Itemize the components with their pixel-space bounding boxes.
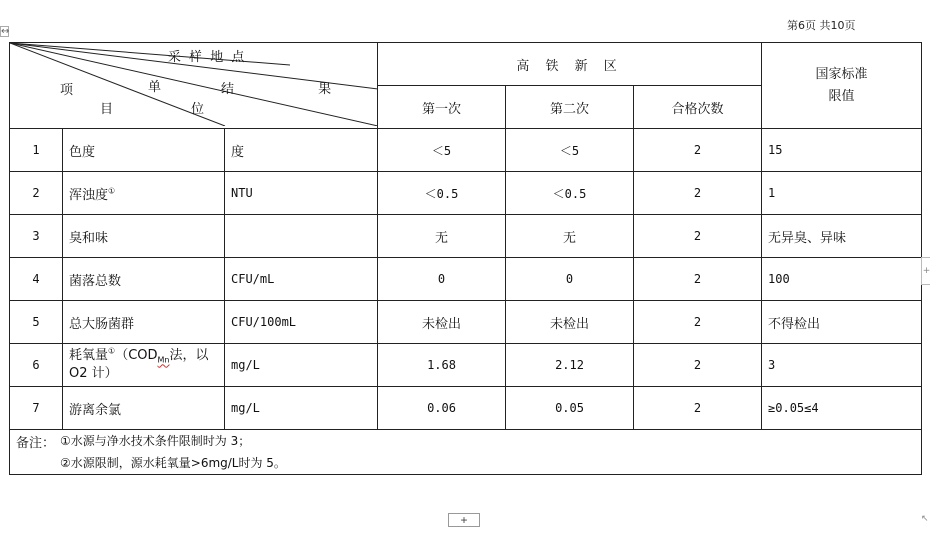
first-result: 1.68 [378,344,506,387]
pass-count: 2 [634,215,762,258]
table-row [10,258,922,301]
col-second-header: 第二次 [506,86,634,129]
remarks-row [10,430,922,475]
unit: CFU/100mL [225,301,378,344]
water-quality-table [9,42,922,475]
first-result: 未检出 [378,301,506,344]
pass-count: 2 [634,172,762,215]
item-name-method: （COD [115,348,158,363]
row-number: 6 [10,344,63,387]
item-name: 臭和味 [63,215,225,258]
col-pass-header: 合格次数 [634,86,762,129]
item-name-text: 耗氧量 [69,348,109,363]
diag-label-unit-a: 单 [148,80,162,95]
unit: CFU/mL [225,258,378,301]
col-first-header: 第一次 [378,86,506,129]
first-result: ＜0.5 [378,172,506,215]
unit: mg/L [225,344,378,387]
unit [225,215,378,258]
row-number: 2 [10,172,63,215]
item-name [63,344,225,387]
table-row [10,129,922,172]
item-name: 色度 [63,129,225,172]
second-result: 未检出 [506,301,634,344]
table-row [10,301,922,344]
row-number: 7 [10,387,63,430]
diag-label-item-b: 目 [100,102,114,117]
item-name-subscript: Mn [157,355,170,365]
standard-limit-header [762,43,922,129]
pass-count: 2 [634,387,762,430]
pass-count: 2 [634,129,762,172]
item-name: 菌落总数 [63,258,225,301]
remarks-label: 备注： [16,436,56,451]
first-result: ＜5 [378,129,506,172]
diag-label-item-a: 项 [60,83,74,98]
page-number: 第6页 共10页 [787,19,856,32]
remarks-line-2: ②水源限制，源水耗氧量>6mg/L时为 5。 [60,456,286,470]
footnote-mark: ① [108,346,116,356]
first-result: 无 [378,215,506,258]
standard-limit: 无异臭、异味 [762,215,922,258]
standard-limit-line2: 限值 [828,88,855,104]
second-result: 0.05 [506,387,634,430]
second-result: ＜0.5 [506,172,634,215]
second-result: ＜5 [506,129,634,172]
standard-limit-line1: 国家标准 [815,66,868,82]
table-row [10,215,922,258]
pass-count: 2 [634,344,762,387]
unit: mg/L [225,387,378,430]
first-result: 0 [378,258,506,301]
row-number: 3 [10,215,63,258]
standard-limit: 1 [762,172,922,215]
diag-label-sampling: 采 样 地 点 [168,50,247,65]
row-number: 5 [10,301,63,344]
table-row [10,387,922,430]
location-group-header: 高 铁 新 区 [378,43,762,86]
header-row-1 [10,43,922,86]
table-resize-handle[interactable]: ↖ [921,514,929,524]
standard-limit: 100 [762,258,922,301]
standard-limit: ≥0.05≤4 [762,387,922,430]
standard-limit: 不得检出 [762,301,922,344]
diag-label-unit-b: 位 [191,102,205,117]
item-name: 总大肠菌群 [63,301,225,344]
second-result: 0 [506,258,634,301]
item-name-method-tail: 法，以 [169,348,209,363]
remarks-cell [10,430,922,475]
standard-limit: 3 [762,344,922,387]
standard-limit: 15 [762,129,922,172]
item-name-text: 浑浊度 [69,187,109,203]
add-row-button[interactable]: + [448,513,480,527]
unit: 度 [225,129,378,172]
diag-label-result: 结 果 [221,82,372,97]
pass-count: 2 [634,258,762,301]
second-result: 无 [506,215,634,258]
item-name-line2: O2 计） [69,366,118,381]
second-result: 2.12 [506,344,634,387]
first-result: 0.06 [378,387,506,430]
unit: NTU [225,172,378,215]
item-name: 游离余氯 [63,387,225,430]
item-name [63,172,225,215]
footnote-mark: ① [108,186,116,196]
row-number: 1 [10,129,63,172]
row-number: 4 [10,258,63,301]
table-move-handle[interactable]: ↔ [1,26,10,37]
add-column-handle[interactable]: + [921,257,930,285]
pass-count: 2 [634,301,762,344]
remarks-line-1: ①水源与净水技术条件限制时为 3； [60,434,251,448]
diagonal-header-cell [10,43,378,129]
table-row [10,172,922,215]
table-row [10,344,922,387]
